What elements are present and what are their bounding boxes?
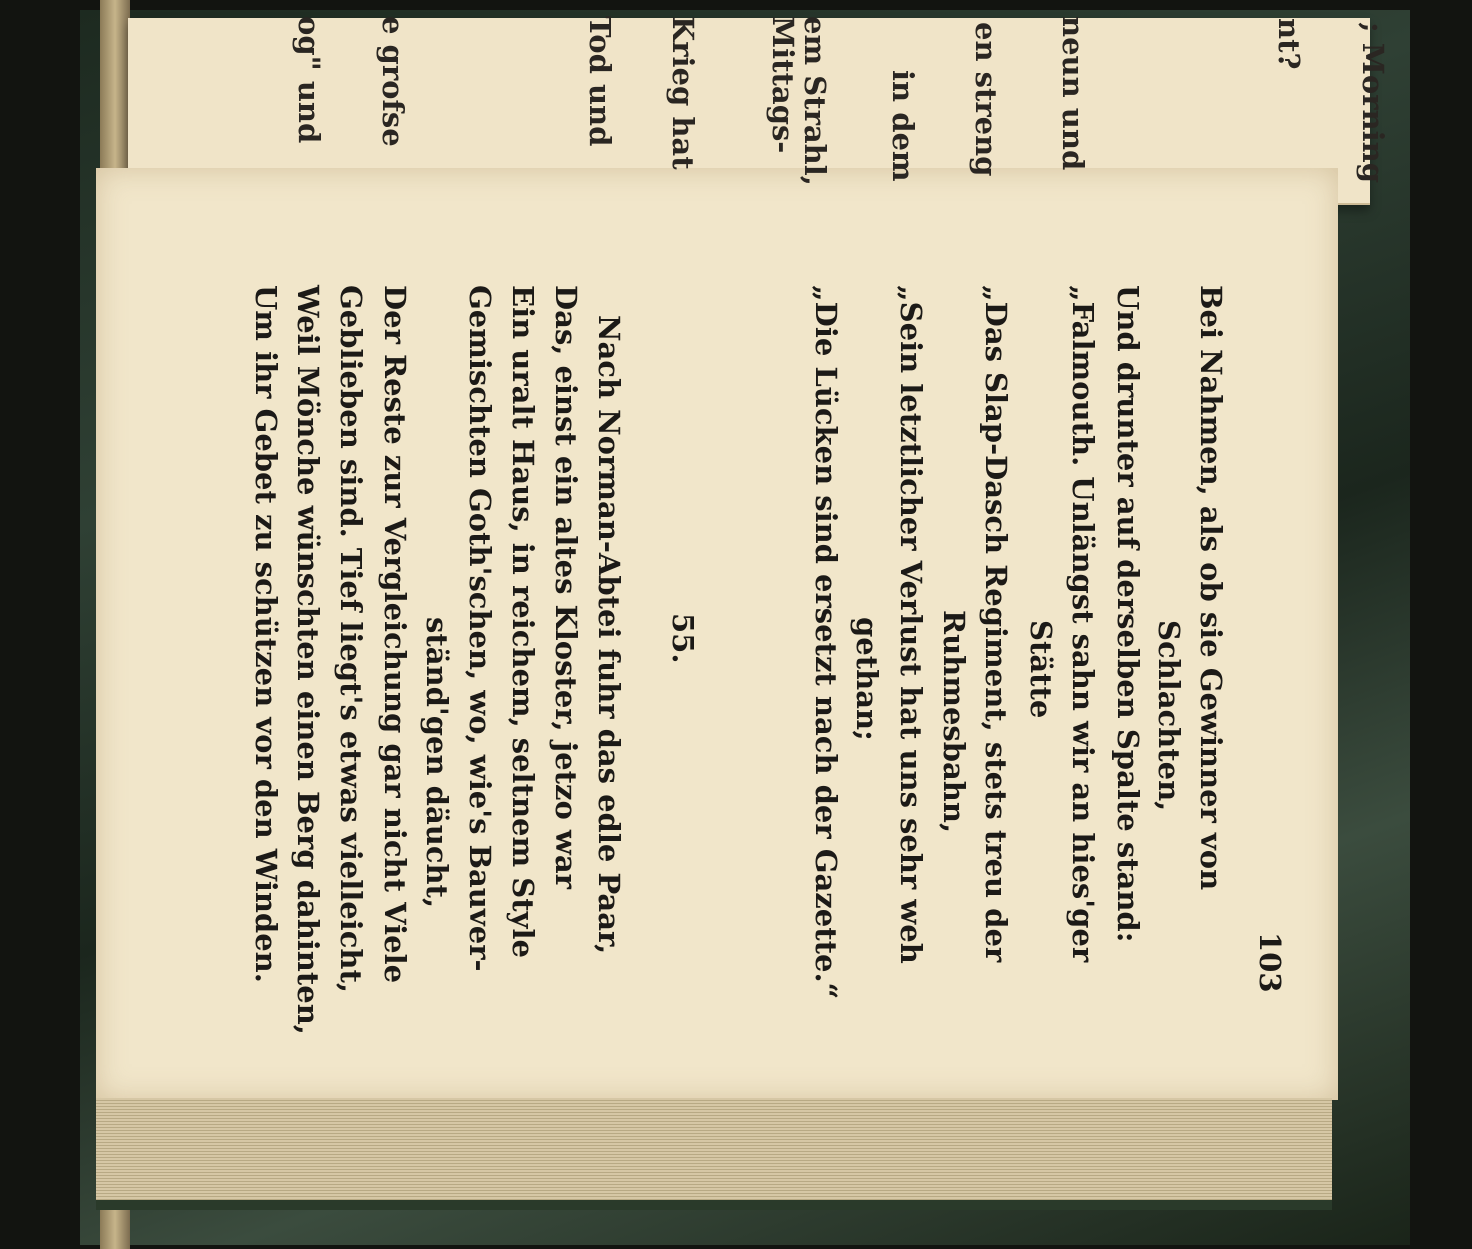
page-number: 103	[1253, 932, 1287, 993]
prev-line: em Strahl,	[798, 16, 832, 186]
prev-line: Krieg hat	[666, 16, 700, 170]
prev-line: Mittags-	[766, 16, 800, 154]
prev-line: neun und	[1056, 16, 1090, 171]
verse-line: Ruhmesbahn,	[937, 610, 971, 834]
verse-line: Ein uralt Haus, in reichem, seltnem Style	[506, 285, 540, 958]
verse-line: Nach Norman-Abtei fuhr das edle Paar,	[592, 315, 626, 955]
verse-line: ständ'gen däucht,	[420, 617, 454, 909]
prev-line: en streng	[969, 22, 1003, 177]
stanza-number: 55.	[666, 613, 700, 664]
verse-line: Schlachten,	[1152, 620, 1186, 812]
verse-line: Gemischten Goth'schen, wo, wie's Bauver-	[463, 285, 497, 972]
prev-line: og" und	[292, 16, 326, 144]
prev-line: Tod und	[583, 16, 617, 147]
prev-line: e grofse	[376, 16, 410, 147]
verse-line: Der Reste zur Vergleichung gar nicht Viele	[378, 285, 412, 984]
verse-line: „Sein letztlicher Verlust hat uns sehr weh	[894, 285, 928, 964]
prev-line: nt?	[1272, 18, 1306, 70]
prev-line: ; Morning	[1356, 22, 1390, 183]
verse-line: „Das Slap-Dasch Regiment, stets treu der	[979, 285, 1013, 963]
verse-line: Das, einst ein altes Kloster, jetzo war	[549, 285, 583, 889]
verse-line: „Die Lücken sind ersetzt nach der Gazette.“	[809, 285, 843, 1000]
verse-line: Stätte	[1024, 620, 1058, 719]
prev-line: in dem	[886, 70, 920, 182]
verse-line: Geblieben sind. Tief liegt's etwas vielleicht,	[334, 285, 368, 993]
verse-line: Und drunter auf derselben Spalte stand:	[1111, 285, 1145, 943]
verse-line: „Falmouth. Unlängst sahn wir an hies'ger	[1066, 285, 1100, 963]
verse-line: Weil Mönche wünschten einen Berg dahinten,	[291, 285, 325, 1035]
verse-line: Um ihr Gebet zu schützen vor den Winden.	[249, 285, 283, 983]
verse-line: gethan;	[850, 617, 884, 741]
verse-line: Bei Nahmen, als ob sie Gewinner von	[1194, 285, 1228, 891]
